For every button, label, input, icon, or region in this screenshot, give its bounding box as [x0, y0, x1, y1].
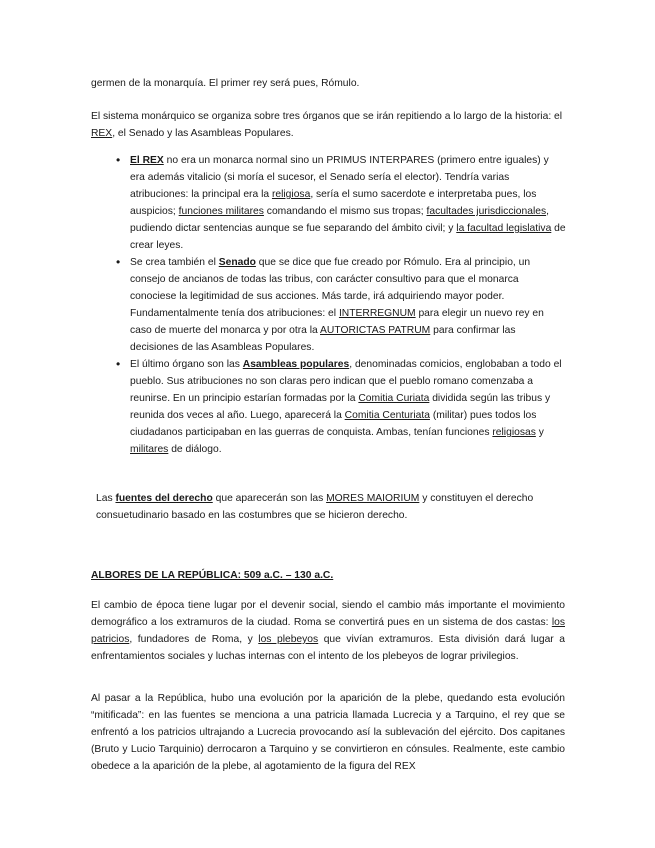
text-span: , el Senado y las Asambleas Populares. — [112, 128, 294, 139]
text-span: , denominadas comicios, englobaban a todo el pueblo. Sus atribuciones no son claras pero indican que el pueblo romano comenzaba a reunirse. En un principio estarían formadas por la — [130, 359, 562, 404]
term-funciones-militares: funciones militares — [178, 206, 264, 217]
paragraph-republica-text: Al pasar a la República, hubo una evolución por la aparición de la plebe, quedando esta evolución “mitificada”: en las fuentes se menciona a una patricia llamada Lucrecia y a Tarquino, el rey que se enfrentó a los patricios ultrajando a Lucrecia provocando así la sublevación del ejército. Dos capitanes (Bruto y Lucio Tarquinio) derrocaron a Tarquino y se convirtieron en cónsules. Realmente, este cambio obedece a la aparición de la plebe, al agotamiento de la figura del REX — [91, 693, 565, 772]
text-span: , fundadores de Roma, y — [129, 634, 259, 645]
term-fuentes-del-derecho: fuentes del derecho — [115, 493, 213, 504]
paragraph-republica — [91, 690, 565, 775]
text-span: para elegir un nuevo rey en caso de muerte del monarca y por otra la — [130, 308, 544, 336]
text-span: y constituyen el derecho consuetudinario basado en las costumbres que se hicieron derecho. — [96, 493, 534, 521]
text-span: comandando el mismo sus tropas; — [263, 206, 427, 217]
term-plebeyos: los plebeyos — [258, 634, 319, 645]
term-facultad-legislativa: la facultad legislativa — [456, 223, 552, 234]
term-comitia-centuriata: Comitia Centuriata — [344, 410, 430, 421]
paragraph-fuentes — [96, 490, 566, 524]
term-senado: Senado — [218, 257, 256, 268]
text-span: y — [535, 427, 544, 438]
paragraph-intro-text: germen de la monarquía. El primer rey será pues, Rómulo. — [91, 78, 360, 89]
list-item-rex — [116, 152, 566, 254]
term-religiosa: religiosa — [271, 189, 311, 200]
term-patricios: los patricios — [91, 617, 565, 645]
organs-list — [116, 152, 566, 458]
text-span: (militar) pues todos los ciudadanos participaban en las guerras de conquista. Ambas, tenían funciones — [130, 410, 537, 438]
text-span: , pudiendo dictar sentencias aunque se fue separando del ámbito civil; y — [130, 206, 549, 234]
term-mores-maiorium: MORES MAIORIUM — [326, 493, 420, 504]
paragraph-cambio — [91, 597, 565, 665]
heading-albores: ALBORES DE LA REPÚBLICA: 509 a.C. – 130 a.C. — [91, 570, 334, 581]
text-span: dividida según las tribus y reunida dos veces al año. Luego, aparecerá la — [130, 393, 551, 421]
list-item-asambleas — [116, 356, 566, 458]
term-rex: REX — [91, 128, 113, 139]
text-span: de crear leyes. — [130, 223, 566, 251]
text-span: El último órgano son las — [130, 359, 243, 370]
text-span: para confirmar las decisiones de las Asambleas Populares. — [130, 325, 516, 353]
text-span: , sería el sumo sacerdote e interpretaba pues, los auspicios; — [130, 189, 537, 217]
term-asambleas-populares: Asambleas populares — [242, 359, 350, 370]
text-span: que se dice que fue creado por Rómulo. Era al principio, un consejo de ancianos de todas las tribus, con carácter consultivo para que el monarca conociese la legitimidad de sus acciones. Más tarde, irá adquiriendo mayor poder. Fundamentalmente tenía dos atribuciones: el — [130, 257, 531, 319]
term-militares: militares — [130, 444, 169, 455]
text-span: Se crea también el — [130, 257, 219, 268]
paragraph-organs — [91, 108, 565, 142]
text-span: que aparecerán son las — [212, 493, 327, 504]
term-el-rex: El REX — [130, 155, 164, 166]
term-comitia-curiata: Comitia Curiata — [358, 393, 430, 404]
text-span: El cambio de época tiene lugar por el devenir social, siendo el cambio más importante el movimiento demográfico a los extramuros de la ciudad. Roma se convertirá pues en un sistema de dos castas: — [91, 600, 565, 628]
text-span: Las — [96, 493, 116, 504]
term-religiosas: religiosas — [492, 427, 536, 438]
list-item-senado — [116, 254, 566, 356]
paragraph-intro — [91, 75, 565, 92]
text-span: que vivían extramuros. Esta división dará lugar a enfrentamientos sociales y luchas internas con el intento de los plebeyos de lograr privilegios. — [91, 634, 565, 662]
section-heading — [91, 567, 565, 584]
term-autorictas-patrum: AUTORICTAS PATRUM — [320, 325, 431, 336]
text-span: no era un monarca normal sino un PRIMUS INTERPARES (primero entre iguales) y era además vitalicio (si moría el sucesor, el Senado sería el elector). Tendría varias atribuciones: la principal era la — [130, 155, 549, 200]
term-interregnum: INTERREGNUM — [338, 308, 416, 319]
text-span: de diálogo. — [168, 444, 222, 455]
text-span: El sistema monárquico se organiza sobre tres órganos que se irán repitiendo a lo largo de la historia: el — [91, 111, 563, 122]
term-facultades-jurisdiccionales: facultades jurisdiccionales — [426, 206, 547, 217]
